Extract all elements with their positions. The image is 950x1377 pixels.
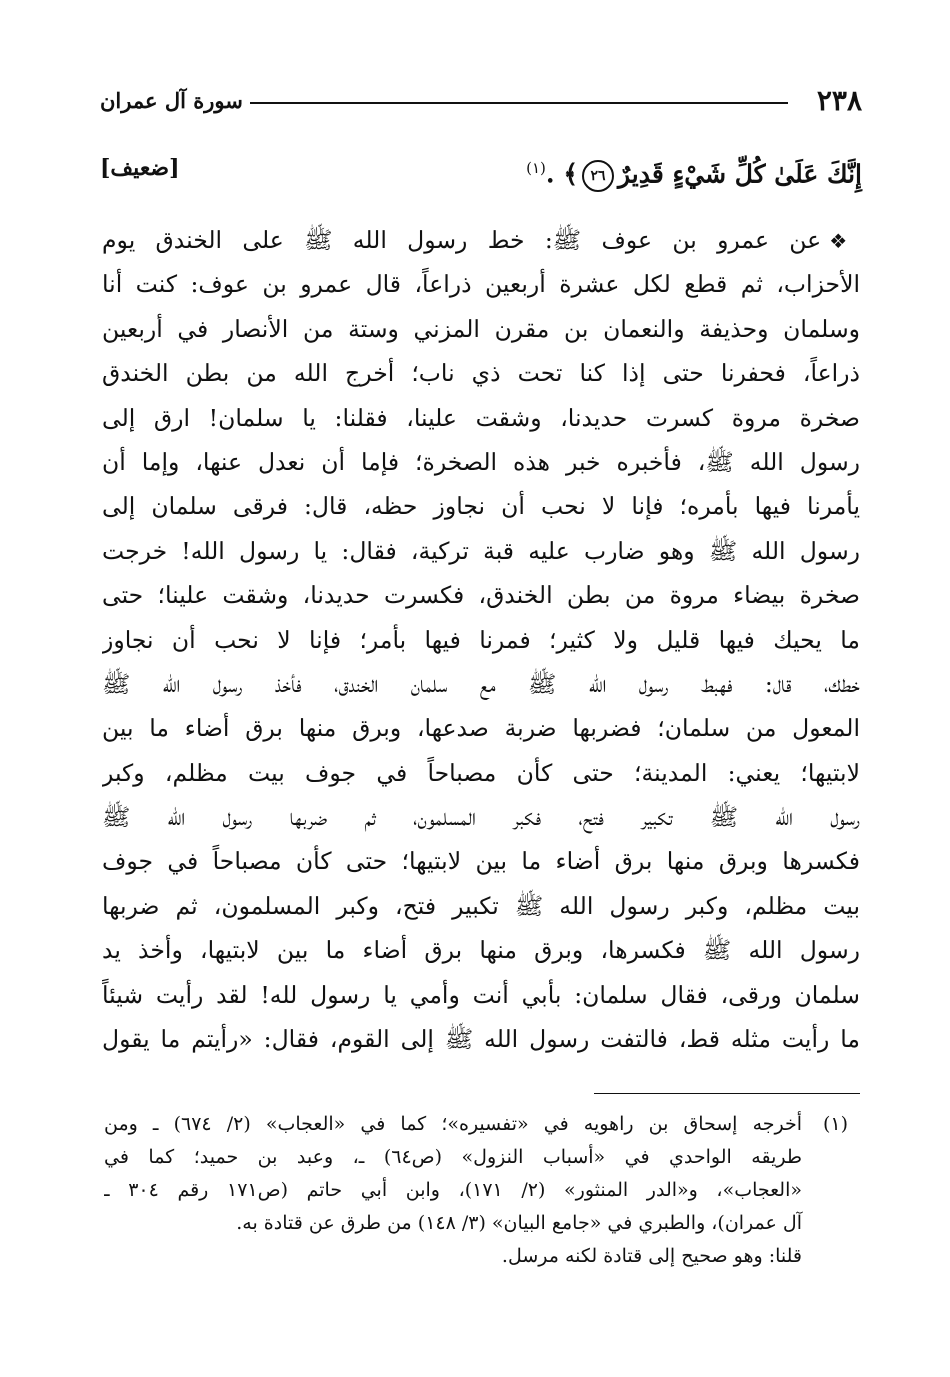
footnote-number: (١) (822, 1113, 848, 1135)
body-line: ذراعاً، فحفرنا حتى إذا كنا تحت ذي ناب؛ أخرج الله من بطن الخندق (102, 359, 860, 388)
body-line: رسول الله ﷺ وهو ضارب عليه قبة تركية، فقال: يا رسول الله! خرجت (102, 536, 860, 565)
body-line: خطك، قال: فهبط رسول الله ﷺ مع سلمان الخندق، فأخذ رسول الله ﷺ (102, 669, 860, 698)
verse-number-mark: ٢٦ (582, 160, 614, 192)
main-text (102, 218, 860, 1061)
body-line: بيت مظلم، وكبر رسول الله ﷺ تكبير فتح، وكبر المسلمون، ثم ضربها (102, 891, 860, 920)
running-title: سورة آل عمران (100, 88, 243, 113)
footnote-line: «العجاب»، و«الدر المنثور» (٢/ ١٧١)، وابن أبي حاتم (ص١٧١ رقم ٣٠٤ ـ (104, 1179, 802, 1201)
body-line: رسول الله ﷺ فكسرها، وبرق منها برق أضاء ما بين لابتيها، وأخذ يد (102, 936, 860, 965)
footnote-line: طريقه الواحدي في «أسباب النزول» (ص٦٤) ـ، وعبد بن حميد؛ كما في (104, 1146, 802, 1168)
hadith-grade-label: [ضعيف] (100, 155, 180, 181)
body-line: لابتيها؛ يعني: المدينة؛ حتى كأن مصباحاً في جوف بيت مظلم، وكبر (102, 758, 860, 787)
body-line: رسول الله ﷺ، فأخبره خبر هذه الصخرة؛ فإما أن نعدل عنها، وإما أن (102, 447, 860, 476)
page-number: ٢٣٨ (816, 84, 862, 117)
body-line: يأمرنا فيها بأمره؛ فإنا لا نحب أن نجاوز حظه، قال: فرقى سلمان إلى (102, 492, 860, 521)
footnote-line: قلنا: وهو صحيح إلى قتادة لكنه مرسل. (501, 1245, 802, 1267)
body-line: صخرة بيضاء مروة من بطن الخندق، فكسرت حديدنا، وشقت علينا؛ حتى (102, 581, 860, 610)
quran-verse-row (100, 148, 862, 190)
body-line-text: عن عمرو بن عوف ﷺ: خط رسول الله ﷺ على الخندق يوم (102, 226, 822, 254)
body-line: المعول من سلمان؛ فضربها ضربة صدعها، وبرق منها برق أضاء ما بين (102, 714, 860, 743)
body-line: ما يحيك فيها قليل ولا كثير؛ فمرنا فيها بأمر؛ فإنا لا نحب أن نجاوز (102, 625, 860, 654)
body-line: وسلمان وحذيفة والنعمان بن مقرن المزني وستة من الأنصار في أربعين (102, 314, 860, 343)
verse-closing-bracket: ﴾ . (545, 159, 578, 189)
footnote-reference: (١) (526, 159, 546, 177)
footnote-separator (594, 1093, 860, 1094)
page-header (100, 84, 862, 124)
body-line: الأحزاب، ثم قطع لكل عشرة أربعين ذراعاً، قال عمرو بن عوف: كنت أنا (102, 270, 860, 299)
footnote-line: آل عمران)، والطبري في «جامع البيان» (٣/ ١٤٨) من طرق عن قتادة به. (236, 1212, 802, 1234)
footnote-line (104, 1108, 848, 1141)
body-line: رسول الله ﷺ تكبير فتح، فكبر المسلمون، ثم ضربها رسول الله ﷺ (102, 803, 860, 832)
body-line: فكسرها وبرق منها برق أضاء ما بين لابتيها؛ حتى كأن مصباحاً في جوف (102, 847, 860, 876)
body-line: سلمان ورقى، فقال سلمان: بأبي أنت وأمي يا رسول لله! لقد رأيت شيئاً (102, 980, 860, 1009)
header-rule (250, 102, 788, 104)
bullet-icon: ❖ (829, 229, 860, 253)
quran-verse (526, 148, 862, 194)
body-line: صخرة مروة كسرت حديدنا، وشقت علينا، فقلنا: يا سلمان! ارق إلى (102, 403, 860, 432)
body-line: ما رأيت مثله قط، فالتفت رسول الله ﷺ إلى القوم، فقال: «رأيتم ما يقول (102, 1025, 860, 1054)
verse-text: إِنَّكَ عَلَىٰ كُلِّ شَيْءٍ قَدِيرٌ (617, 159, 862, 189)
footnotes (104, 1108, 848, 1273)
body-line (102, 218, 860, 262)
footnote-line-text: أخرجه إسحاق بن راهويه في «تفسيره»؛ كما في «العجاب» (٢/ ٦٧٤) ـ ومن (104, 1113, 803, 1135)
